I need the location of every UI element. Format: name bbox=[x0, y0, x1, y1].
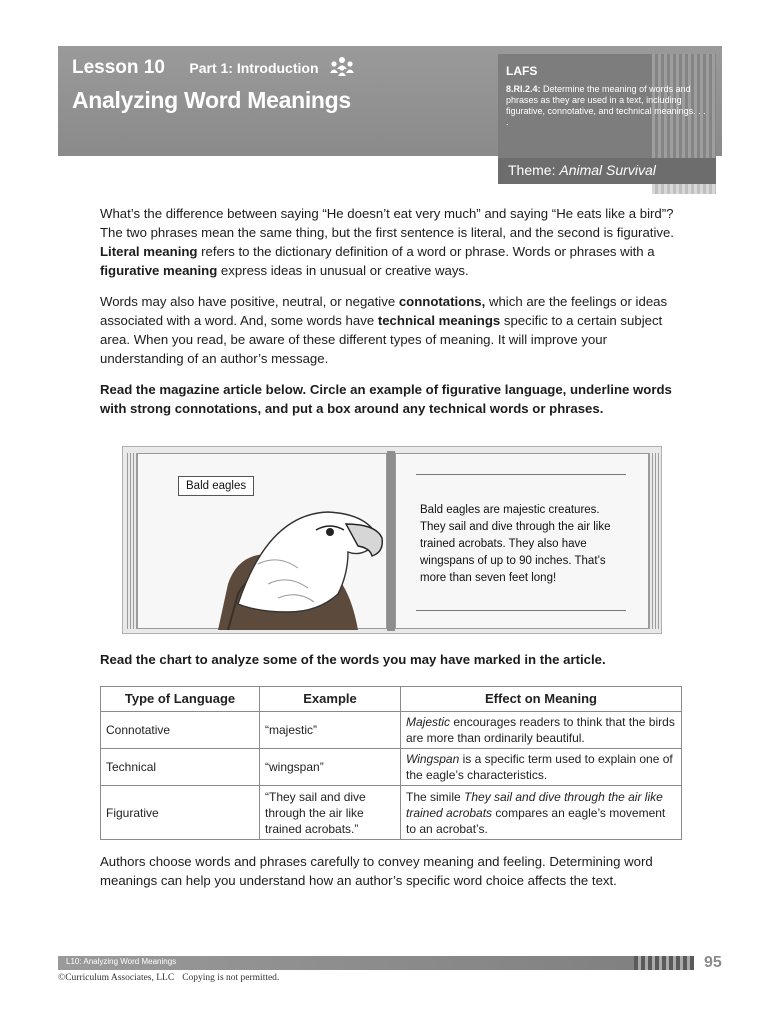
intro-text bbox=[100, 204, 686, 430]
example-cell: “majestic” bbox=[260, 712, 401, 749]
type-cell: Figurative bbox=[101, 786, 260, 840]
article-caption: Bald eagles bbox=[178, 476, 254, 496]
term-technical: technical meanings bbox=[377, 313, 501, 328]
lesson-number: Lesson 10 bbox=[72, 57, 165, 78]
column-header: Effect on Meaning bbox=[401, 687, 682, 712]
group-icon bbox=[329, 56, 355, 81]
header-title-area bbox=[72, 56, 355, 114]
closing-paragraph: Authors choose words and phrases carefully to convey meaning and feeling. Determining word meanings can help you understand how an author’s specific word choice affects the text. bbox=[100, 854, 653, 888]
book-spine bbox=[387, 451, 395, 631]
term-connotations: connotations, bbox=[398, 294, 486, 309]
lesson-header bbox=[58, 46, 722, 178]
part-label: Part 1: Introduction bbox=[189, 60, 319, 76]
column-header: Example bbox=[260, 687, 401, 712]
theme-label: Theme: bbox=[508, 162, 556, 178]
footer-bar bbox=[58, 956, 694, 970]
decorative-stripes bbox=[634, 956, 694, 970]
lafs-title: LAFS bbox=[506, 64, 538, 78]
theme-bar bbox=[498, 158, 716, 184]
standard-text: Determine the meaning of words and phrases as they are used in a text, including figurative, connotative, and technical meanings. . . . bbox=[506, 84, 706, 127]
page-number: 95 bbox=[704, 954, 722, 971]
article-text: Bald eagles are majestic creatures. They sail and dive through the air like trained acrobats. They also have wingspans of up to 90 inches. That’s more than seven feet long! bbox=[420, 504, 611, 584]
article-right-page bbox=[395, 453, 649, 629]
theme-value: Animal Survival bbox=[559, 162, 656, 178]
divider-line-top bbox=[416, 474, 626, 475]
example-cell: “wingspan” bbox=[260, 749, 401, 786]
effect-cell: The simile They sail and dive through the air like trained acrobats compares an eagle’s movement to an acrobat’s. bbox=[401, 786, 682, 840]
chart-instruction: Read the chart to analyze some of the words you may have marked in the article. bbox=[100, 652, 606, 667]
language-analysis-table bbox=[100, 686, 682, 840]
effect-cell: Majestic encourages readers to think that the birds are more than ordinarily beautiful. bbox=[401, 712, 682, 749]
example-cell: “They sail and dive through the air like trained acrobats.” bbox=[260, 786, 401, 840]
copyright-notice: ©Curriculum Associates, LLC Copying is not permitted. bbox=[58, 973, 280, 983]
effect-cell: Wingspan is a specific term used to explain one of the eagle’s characteristics. bbox=[401, 749, 682, 786]
type-cell: Connotative bbox=[101, 712, 260, 749]
bald-eagle-illustration bbox=[198, 494, 388, 630]
lafs-standard bbox=[506, 84, 706, 128]
article-left-page bbox=[137, 453, 387, 629]
table-row bbox=[101, 712, 682, 749]
standard-code: 8.RI.2.4: bbox=[506, 84, 541, 94]
table-row bbox=[101, 786, 682, 840]
table-header-row bbox=[101, 687, 682, 712]
intro-paragraph-1: What’s the difference between saying “He doesn’t eat very much” and saying “He eats like a bird”? The two phrases mean the same thing, but the first sentence is literal, and the second is figurative. Literal meaning refers to the dictionary definition of a word or phrase. Words or phrases with a figurative meaning express ideas in unusual or creative ways. bbox=[100, 206, 674, 278]
page-edge-left bbox=[127, 453, 137, 629]
term-figurative: figurative meaning bbox=[100, 263, 218, 278]
type-cell: Technical bbox=[101, 749, 260, 786]
article-instruction: Read the magazine article below. Circle an example of figurative language, underline words with strong connotations, and put a box around any technical words or phrases. bbox=[100, 382, 672, 416]
page-edge-right bbox=[649, 453, 659, 629]
page-title: Analyzing Word Meanings bbox=[72, 87, 351, 113]
intro-paragraph-2: Words may also have positive, neutral, or negative connotations, which are the feelings or ideas associated with a word. And, some words have technical meanings specific to a certain subject area. When you read, be aware of these different types of meaning. It will improve your understanding of an author’s message. bbox=[100, 294, 668, 366]
magazine-article bbox=[122, 446, 662, 634]
table-row bbox=[101, 749, 682, 786]
divider-line-bottom bbox=[416, 610, 626, 611]
footer-lesson-label: L10: Analyzing Word Meanings bbox=[66, 957, 177, 966]
term-literal: Literal meaning bbox=[100, 244, 198, 259]
column-header: Type of Language bbox=[101, 687, 260, 712]
